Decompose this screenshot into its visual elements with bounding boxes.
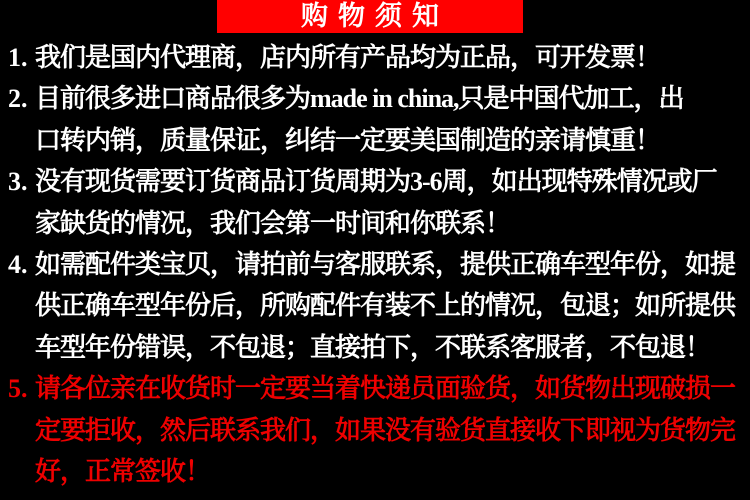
page-title: 购物须知 <box>301 1 449 31</box>
notice-line <box>8 120 746 161</box>
notice-line <box>8 37 746 78</box>
item-number: 4. <box>8 249 28 279</box>
item-text: 好，正常签收！ <box>35 456 211 486</box>
item-text: 定要拒收，然后联系我们，如果没有验货直接收下即视为货物完 <box>35 415 736 445</box>
item-text: 如需配件类宝贝，请拍前与客服联系，提供正确车型年份，如提 <box>35 249 736 279</box>
notice-line <box>8 161 746 202</box>
notice-line <box>8 410 746 451</box>
notice-line <box>8 285 746 326</box>
item-text: 我们是国内代理商，店内所有产品均为正品，可开发票！ <box>35 43 661 72</box>
item-number: 2. <box>8 84 28 114</box>
item-text: 口转内销，质量保证，纠结一定要美国制造的亲请慎重！ <box>35 125 661 155</box>
notice-line <box>8 203 746 244</box>
item-text: 供正确车型年份后，所购配件有装不上的情况，包退；如所提供 <box>35 291 736 321</box>
item-text: 家缺货的情况，我们会第一时间和你联系！ <box>35 208 511 238</box>
item-number: 1. <box>8 43 28 72</box>
item-text: 没有现货需要订货商品订货周期为3-6周，如出现特殊情况或厂 <box>35 167 717 197</box>
item-number: 5. <box>8 374 28 404</box>
notice-list <box>8 37 746 492</box>
item-text: 请各位亲在收货时一定要当着快递员面验货，如货物出现破损一 <box>35 374 736 404</box>
item-text: 目前很多进口商品很多为made in china,只是中国代加工，出 <box>35 84 684 114</box>
notice-line <box>8 451 746 492</box>
notice-line <box>8 78 746 119</box>
item-number: 3. <box>8 167 28 197</box>
title-banner <box>217 0 523 33</box>
item-text: 车型年份错误，不包退；直接拍下，不联系客服者，不包退！ <box>35 332 711 362</box>
notice-line <box>8 368 746 409</box>
notice-line <box>8 327 746 368</box>
notice-line <box>8 244 746 285</box>
